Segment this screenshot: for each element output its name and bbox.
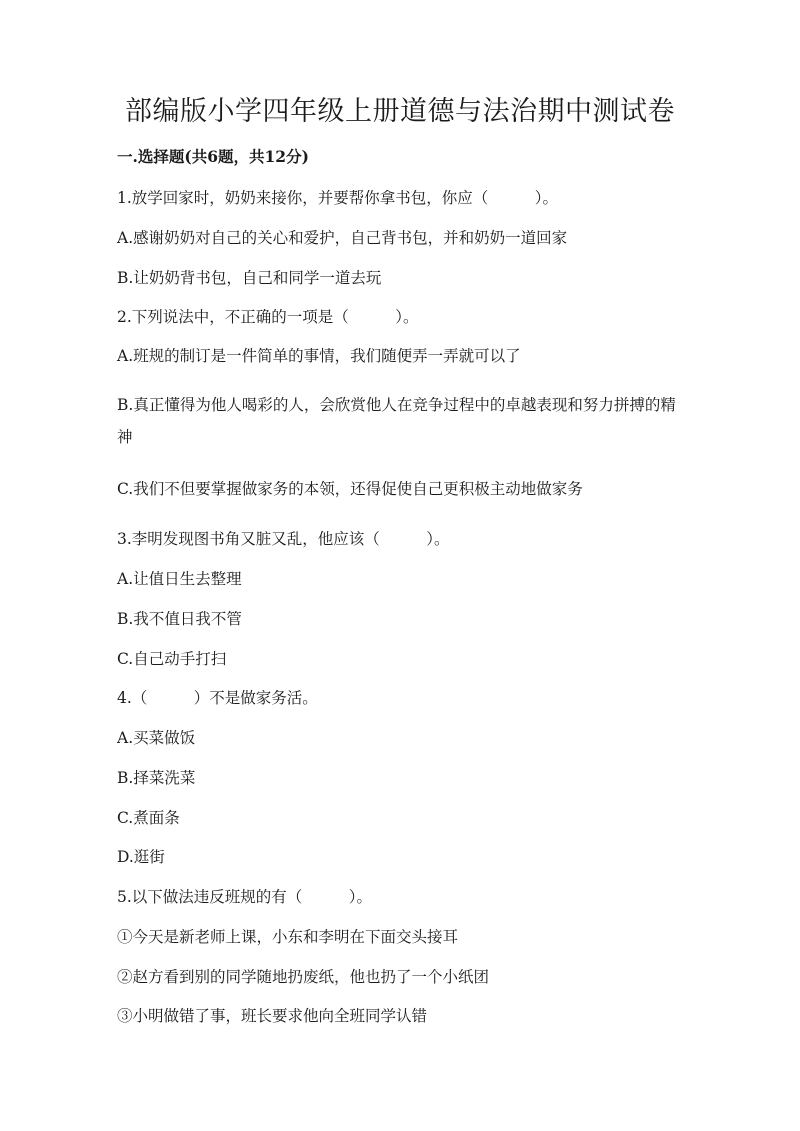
question-4-option-c: C.煮面条 [117,809,180,827]
question-4-option-d: D.逛街 [117,848,165,866]
question-2-option-b: B.真正懂得为他人喝彩的人，会欣赏他人在竞争过程中的卓越表现和努力拼搏的精神 [117,396,676,446]
question-5-statement-1: ①今天是新老师上课，小东和李明在下面交头接耳 [117,928,459,946]
question-5-statement-3: ③小明做错了事，班长要求他向全班同学认错 [117,1007,428,1025]
question-3-option-b: B.我不值日我不管 [117,610,242,628]
question-3-option-c: C.自己动手打扫 [117,650,227,668]
question-5-statement-2: ②赵方看到别的同学随地扔废纸，他也扔了一个小纸团 [117,968,490,986]
question-1: 1.放学回家时，奶奶来接你，并要帮你拿书包，你应（ ）。 [117,189,559,207]
question-3-option-a: A.让值日生去整理 [117,570,242,588]
question-2-option-a: A.班规的制订是一件简单的事情，我们随便弄一弄就可以了 [117,347,521,365]
question-2-option-c: C.我们不但要掌握做家务的本领，还得促使自己更积极主动地做家务 [117,480,583,498]
question-1-option-a: A.感谢奶奶对自己的关心和爱护，自己背书包，并和奶奶一道回家 [117,229,568,247]
section-heading: 一.选择题(共6题，共12分) [117,147,309,166]
page-title: 部编版小学四年级上册道德与法治期中测试卷 [125,96,675,127]
question-3: 3.李明发现图书角又脏又乱，他应该（ ）。 [117,530,450,548]
question-4: 4.（ ）不是做家务活。 [117,689,318,707]
question-4-option-b: B.择菜洗菜 [117,769,196,787]
question-2: 2.下列说法中，不正确的一项是（ ）。 [117,308,419,326]
question-4-option-a: A.买菜做饭 [117,729,196,747]
question-5: 5.以下做法违反班规的有（ ）。 [117,888,373,906]
question-1-option-b: B.让奶奶背书包，自己和同学一道去玩 [117,269,382,287]
